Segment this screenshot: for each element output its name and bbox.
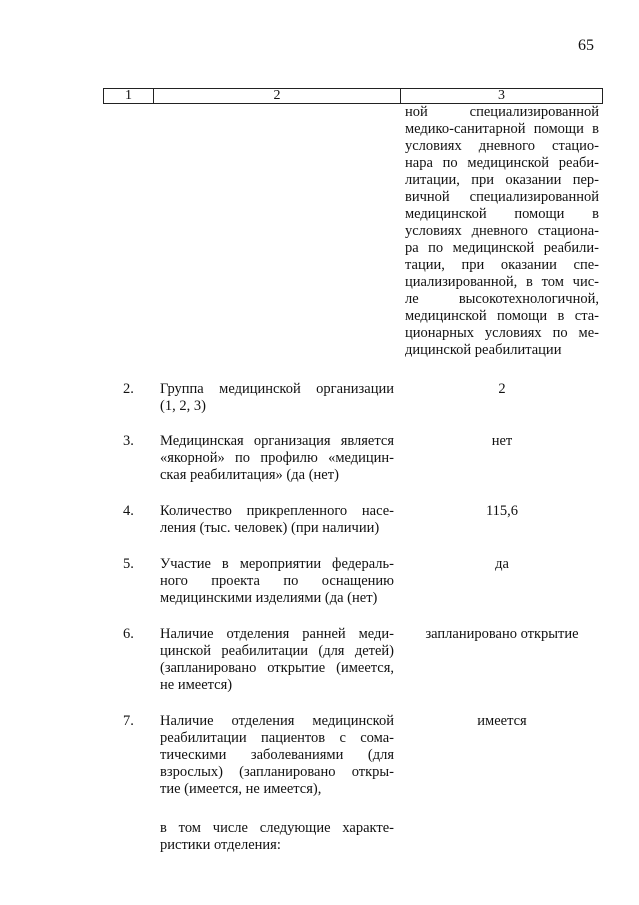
row-number: 5.: [123, 556, 134, 572]
row-number: 6.: [123, 626, 134, 642]
trailing-line: в том числе следующие характе-: [160, 820, 394, 836]
row-label-line: ления (тыс. человек) (при наличии): [160, 520, 380, 536]
continuation-line: условиях дневного стацио-: [405, 138, 599, 154]
row-value: имеется: [477, 713, 527, 729]
row-value: 115,6: [485, 503, 519, 519]
continuation-line: медицинской помощи в: [405, 206, 599, 222]
row-label-line: реабилитации пациентов с сома-: [160, 730, 394, 746]
continuation-line: медицинской помощи в ста-: [405, 308, 599, 324]
row-label-line: тическими заболеваниями (для: [160, 747, 394, 763]
row-label-line: медицинскими изделиями (да (нет): [160, 590, 378, 606]
continuation-line: ционарных условиях по ме-: [405, 325, 599, 341]
row-label-line: (1, 2, 3): [160, 398, 206, 414]
row-label-line: (запланировано открытие (имеется,: [160, 660, 394, 676]
continuation-line: условиях дневного стациона-: [405, 223, 599, 239]
continuation-line: циализированной, в том чис-: [405, 274, 599, 290]
row-value: 2: [498, 381, 506, 397]
row-label-line: тие (имеется, не имеется),: [160, 781, 322, 797]
row-number: 2.: [123, 381, 134, 397]
continuation-line: дицинской реабилитации: [405, 342, 562, 358]
row-value: да: [495, 556, 509, 572]
row-label-line: ская реабилитация» (да (нет): [160, 467, 339, 483]
continuation-line: ной специализированной: [405, 104, 599, 120]
continuation-line: ра по медицинской реабили-: [405, 240, 599, 256]
row-number: 4.: [123, 503, 134, 519]
continuation-line: нара по медицинской реаби-: [405, 155, 599, 171]
continuation-line: литации, при оказании пер-: [405, 172, 599, 188]
row-label-line: взрослых) (запланировано откры-: [160, 764, 394, 780]
column-header-2: 2: [154, 89, 401, 103]
continuation-line: медико-санитарной помощи в: [405, 121, 599, 137]
continuation-line: вичной специализированной: [405, 189, 599, 205]
row-label-line: Наличие отделения ранней меди-: [160, 626, 394, 642]
continuation-line: ле высокотехнологичной,: [405, 291, 599, 307]
row-label-line: не имеется): [160, 677, 233, 693]
trailing-line: ристики отделения:: [160, 837, 281, 853]
row-label-line: Количество прикрепленного насе-: [160, 503, 394, 519]
row-label-line: Участие в мероприятии федераль-: [160, 556, 394, 572]
row-label-line: Наличие отделения медицинской: [160, 713, 394, 729]
row-label-line: Группа медицинской организации: [160, 381, 394, 397]
row-value: запланировано открытие: [425, 626, 579, 642]
column-header-3: 3: [498, 88, 505, 103]
row-value: нет: [491, 433, 513, 449]
row-number: 7.: [123, 713, 134, 729]
column-header-table: [103, 88, 603, 104]
row-number: 3.: [123, 433, 134, 449]
row-label-line: цинской реабилитации (для детей): [160, 643, 394, 659]
page-number: 65: [578, 37, 594, 54]
row-label-line: ного проекта по оснащению: [160, 573, 394, 589]
column-header-1: 1: [104, 89, 154, 103]
row-label-line: «якорной» по профилю «медицин-: [160, 450, 394, 466]
row-label-line: Медицинская организация является: [160, 433, 394, 449]
continuation-line: тации, при оказании спе-: [405, 257, 599, 273]
